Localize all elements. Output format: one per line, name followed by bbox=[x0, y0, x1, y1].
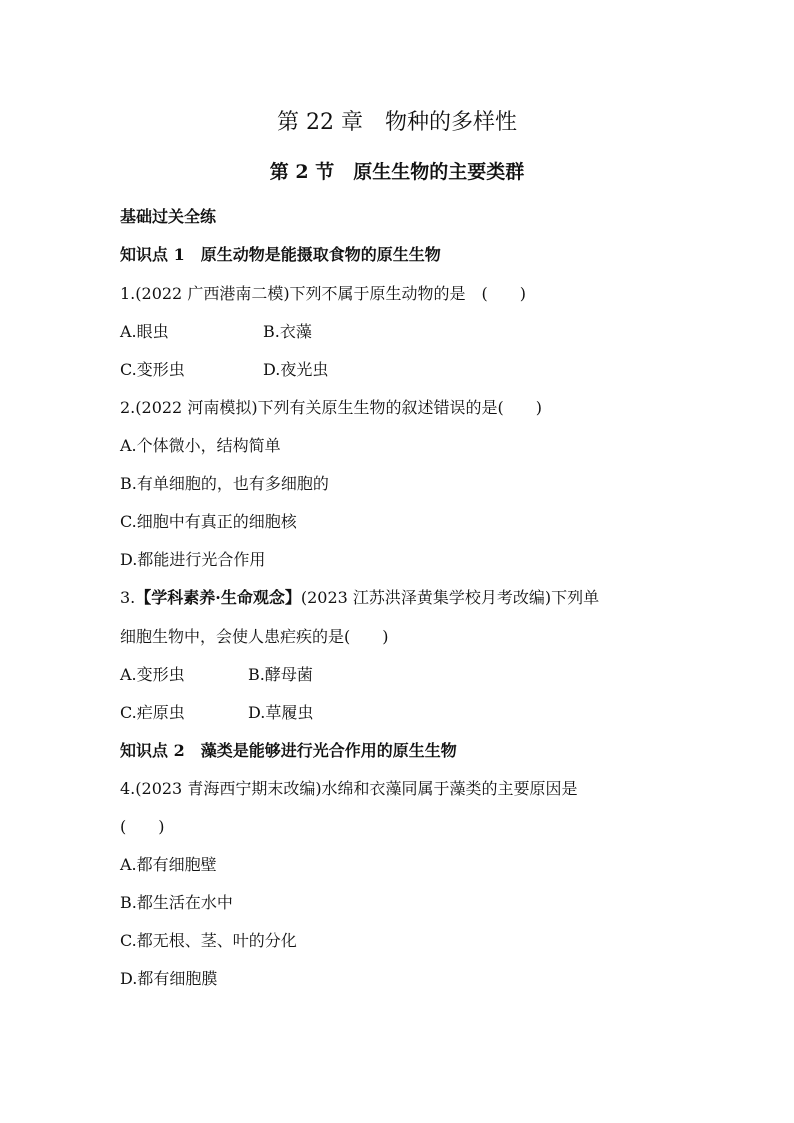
section-title: 第 2 节 原生生物的主要类群 bbox=[269, 161, 525, 183]
question-1-option-b: B.衣藻 bbox=[263, 322, 312, 341]
question-1-option-a: A.眼虫 bbox=[120, 322, 169, 341]
question-4-option-b: B.都生活在水中 bbox=[120, 893, 233, 912]
question-2-option-c: C.细胞中有真正的细胞核 bbox=[120, 512, 297, 531]
question-1-option-c: C.变形虫 bbox=[120, 360, 185, 379]
question-4-option-d: D.都有细胞膜 bbox=[120, 969, 218, 988]
question-3-option-a: A.变形虫 bbox=[120, 665, 185, 684]
question-3-tag: 【学科素养·生命观念】 bbox=[135, 588, 301, 607]
question-3-option-d: D.草履虫 bbox=[248, 703, 314, 722]
question-2-option-b: B.有单细胞的，也有多细胞的 bbox=[120, 474, 329, 493]
question-3-stem bbox=[120, 588, 599, 608]
question-2-option-d: D.都能进行光合作用 bbox=[120, 550, 266, 569]
practice-heading: 基础过关全练 bbox=[120, 207, 217, 226]
question-1-stem: 1.(2022 广西港南二模)下列不属于原生动物的是 ( ) bbox=[120, 284, 527, 303]
question-4-option-c: C.都无根、茎、叶的分化 bbox=[120, 931, 297, 950]
question-3-number: 3. bbox=[120, 588, 136, 607]
question-3-option-b: B.酵母菌 bbox=[248, 665, 313, 684]
knowledge-point-1-heading: 知识点 1 原生动物是能摄取食物的原生生物 bbox=[120, 245, 441, 264]
question-4-stem: 4.(2023 青海西宁期末改编)水绵和衣藻同属于藻类的主要原因是 bbox=[120, 779, 578, 798]
chapter-title: 第 22 章 物种的多样性 bbox=[277, 110, 517, 135]
question-2-stem: 2.(2022 河南模拟)下列有关原生生物的叙述错误的是( ) bbox=[120, 398, 543, 417]
question-2-option-a: A.个体微小，结构简单 bbox=[120, 436, 281, 455]
knowledge-point-2-heading: 知识点 2 藻类是能够进行光合作用的原生生物 bbox=[120, 741, 457, 760]
question-1-option-d: D.夜光虫 bbox=[263, 360, 329, 379]
question-3-stem-text: (2023 江苏洪泽黄集学校月考改编)下列单 bbox=[300, 588, 600, 607]
question-4-answer-bracket: ( ) bbox=[120, 817, 165, 836]
question-4-option-a: A.都有细胞壁 bbox=[120, 855, 217, 874]
question-3-option-c: C.疟原虫 bbox=[120, 703, 185, 722]
question-3-stem-line-2: 细胞生物中，会使人患疟疾的是( ) bbox=[120, 627, 389, 646]
